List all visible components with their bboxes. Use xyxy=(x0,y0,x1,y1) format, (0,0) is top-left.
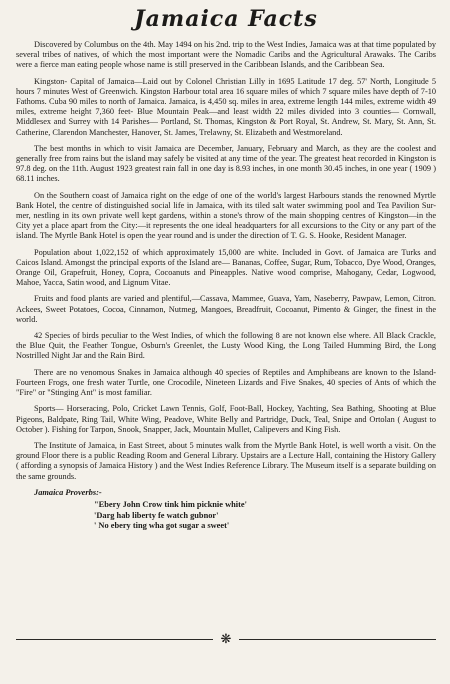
divider-rule-right xyxy=(239,639,436,640)
footer-divider xyxy=(16,633,436,646)
paragraph-kingston: Kingston- Capital of Jamaica—Laid out by Colonel Christian Lilly in 1695 Latitude 17 deg. 57' North, Longitude 5 hours 7 minutes West of Greenwich. Kingston Harbour total area 16 square miles of which 7 square miles have depth of 7-10 Fathoms. Cuba 90 miles to north of Jamaica. Jamaica, is 4,450 sq. miles in area, extreme length 144 miles, extreme width 49 miles, extreme height 7,360 feet- Blue Mountain Peak—and least width 22 miles divided into 3 counties— Cornwall, Middlesex and Surrey with 14 Parishes— Portland, St. Thomas, Kingston & Port Royal, St. Andrew, St. Mary, St. Ann, St. Catherine, Clarendon Manchester, Hanover, St. James, Trelawny, St. Elizabeth and Westmoreland. xyxy=(16,76,436,137)
paragraph-snakes: There are no venomous Snakes in Jamaica although 40 species of Reptiles and Amphibeans are known to the Island-Fourteen Frogs, one fresh water Turtle, one Crocodile, Nineteen Lizards and Five Snakes, 40 species of Ants of which the "Fire" or "Stinging Ant" is most familiar. xyxy=(16,367,436,398)
proverb-line: "Ebery John Crow tink him picknie white' xyxy=(94,500,247,510)
paragraph-myrtle-bank: On the Southern coast of Jamaica right on the edge of one of the world's largest Harbours stands the renowned Myrtle Bank Hotel, the centre of distinguished social life in Jamaica, with its tiled salt water swimming pool and Tea Pavilion Sur-mer, nestling in its own private well kept gardens, within a stone's throw of the main shopping centres of Kingston—in the City yet a place apart from the City:—it represents the one ideal headquarters for all excursions to the City or any part of the island. The Myrtle Bank Hotel is open the year round and is under the direction of T. G. S. Hooke, Resident Manager. xyxy=(16,190,436,241)
paragraph-institute: The Institute of Jamaica, in East Street, about 5 minutes walk from the Myrtle Bank Hotel, is well worth a visit. On the ground Floor there is a public Reading Room and General Library. Upstairs are a Lecture Hall, containing the History Gallery ( affording a synopsis of Jamaica History ) and the West Indies Reference Library. The Museum itself is a separate building on the same grounds. xyxy=(16,440,436,481)
flower-ornament-icon: ❋ xyxy=(220,632,232,647)
paragraph-birds: 42 Species of birds peculiar to the West Indies, of which the following 8 are not known else where. All Black Crackle, the Blue Quit, the Feather Tongue, Osburn's Greenlet, the Lusty Wood King, the Long Tailed Humming Bird, the Long Nostrilled Night Jar and the Rain Bird. xyxy=(16,331,436,361)
paragraph-population: Population about 1,022,152 of which approximately 15,000 are white. Included in Govt. of Jamaica are Turks and Caicos Island. Amongst the principal exports of the Island are— Bananas, Coffee, Sugar, Rum, Tobacco, Dye Wood, Oranges, Orange Oil, Grapefruit, Honey, Copra, Cocoanuts and Pineapples. Native wood comprise, Mahogany, Cedar, Logwood, Mahoe, Yacca, Satin wood, and Lignum Vitae. xyxy=(16,247,436,288)
proverb-line: 'Darg hab liberty fe watch gubnor' xyxy=(94,510,219,520)
paragraph-sports: Sports— Horseracing, Polo, Cricket Lawn Tennis, Golf, Foot-Ball, Hockey, Yachting, Sea Bathing, Shooting at Blue Pigeons, Baldpate, Ring Tail, White Wing, Peadove, White Belly and Partridge, Duck, Teal, Snipe and Ortolan ( August to October ). Fishing for Tarpon, Snook, Snapper, Jack, Mountain Mullet, Calipevers and King Fish. xyxy=(16,404,436,434)
paragraph-climate: The best months in which to visit Jamaica are December, January, February and March, as they are the coolest and generally free from rains but the island may safely be visited at any time of the year. The greatest heat recorded in Kingston is 97.8 deg. on the 11th. August 1923 greatest rain fall in one day is 8.93 inches, in one month 30.45 inches, in one year ( 1909 ) 68.11 inches. xyxy=(16,143,436,184)
paragraph-fruits: Fruits and food plants are varied and plentiful,—Cassava, Mammee, Guava, Yam, Naseberry, Pawpaw, Lemon, Citron. Ackees, Sweet Potatoes, Cocoa, Cinnamon, Nutmeg, Mangoes, Breadfruit, Cocoanut, Pimento & Ginger, the finest in the world. xyxy=(16,294,436,324)
proverbs-heading: Jamaica Proverbs:- xyxy=(34,487,102,497)
proverbs-section xyxy=(16,488,436,532)
proverb-line: ' No ebery ting wha got sugar a sweet' xyxy=(94,520,230,530)
page-title: Jamaica Facts xyxy=(134,6,318,32)
paragraph-discovery: Discovered by Columbus on the 4th. May 1494 on his 2nd. trip to the West Indies, Jamaica was at that time populated by several tribes of natives, of which the most important were the Nomadic Caribs and the Agricultural Arawaks. The Caribs were a fierce man eating people whose name is still preserved in the Caribbean Islands, and the Caribbean Sea. xyxy=(16,40,436,70)
divider-rule-left xyxy=(16,639,213,640)
